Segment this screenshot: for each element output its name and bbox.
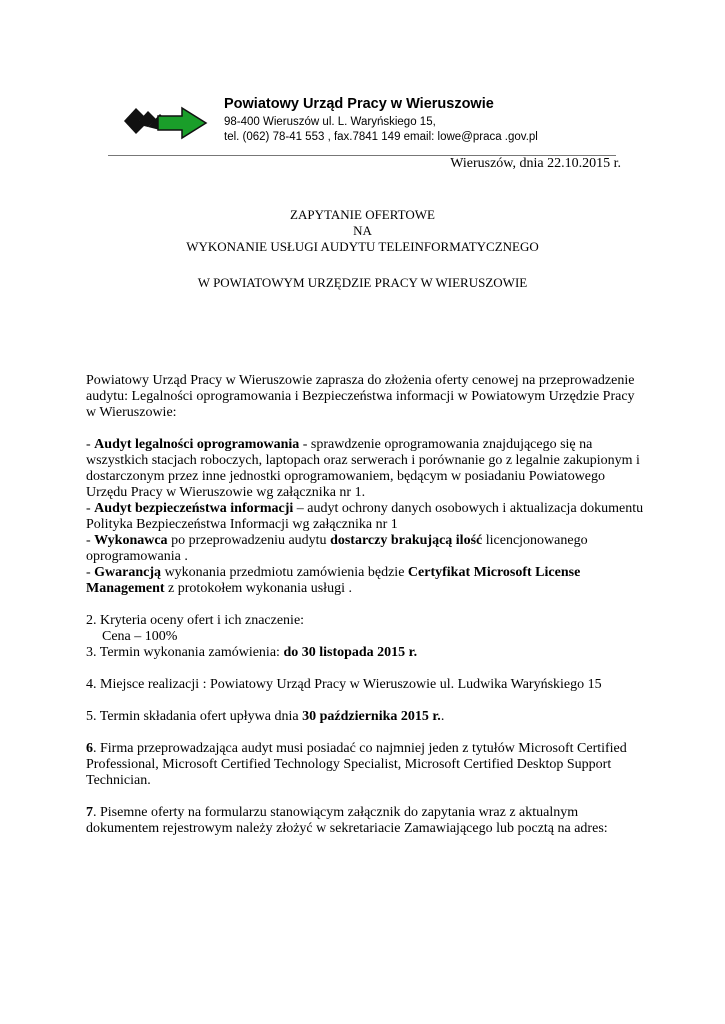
requirements-paragraph: 6. Firma przeprowadzająca audyt musi posiadać co najmniej jeden z tytułów Microsoft Certified Professional, Microsoft Certified Technology Specialist, Microsoft Certified Desktop Support Technician. [86, 741, 627, 788]
arrow-logo-icon [122, 100, 210, 142]
org-name: Powiatowy Urząd Pracy w Wieruszowie [224, 96, 494, 112]
offers-paragraph: 7. Pisemne oferty na formularzu stanowiącym załącznik do zapytania wraz z aktualnym dokumentem rejestrowym należy złożyć w sekretariacie Zamawiającego lub pocztą na adres: [86, 805, 608, 836]
title-line-2: NA [353, 223, 372, 238]
org-address: 98-400 Wieruszów ul. L. Waryńskiego 15, [224, 116, 436, 128]
document-date: Wieruszów, dnia 22.10.2015 r. [450, 156, 621, 171]
title-line-4: W POWIATOWYM URZĘDZIE PRACY W WIERUSZOWIE [197, 275, 528, 290]
criteria-price: Cena – 100% [102, 629, 178, 644]
title-line-1: ZAPYTANIE OFERTOWE [290, 207, 435, 222]
submission-paragraph: 5. Termin składania ofert upływa dnia 30 października 2015 r.. [86, 709, 445, 724]
document-body [86, 373, 646, 837]
location-paragraph: 4. Miejsce realizacji : Powiatowy Urząd Pracy w Wieruszowie ul. Ludwika Waryńskiego 15 [86, 677, 602, 692]
deadline-paragraph: 3. Termin wykonania zamówienia: do 30 listopada 2015 r. [86, 645, 418, 660]
intro-paragraph: Powiatowy Urząd Pracy w Wieruszowie zaprasza do złożenia oferty cenowej na przeprowadzenie audytu: Legalności oprogramowania i Bezpieczeństwa informacji w Powiatowym Urzędzie Pracy w Wieruszowie: [86, 373, 635, 420]
item-contractor: - Wykonawca po przeprowadzeniu audytu dostarczy brakującą ilość licencjonowanego oprogramowania . [86, 533, 588, 564]
org-contact: tel. (062) 78-41 553 , fax.7841 149 email: lowe@praca .gov.pl [224, 131, 538, 143]
item-security-audit: - Audyt bezpieczeństwa informacji – audyt ochrony danych osobowych i aktualizacja dokumentu Polityka Bezpieczeństwa Informacji wg załącznika nr 1 [86, 501, 644, 532]
title-line-3: WYKONANIE USŁUGI AUDYTU TELEINFORMATYCZNEGO [186, 239, 539, 254]
criteria-heading: 2. Kryteria oceny ofert i ich znaczenie: [86, 613, 305, 628]
item-guarantee: - Gwarancją wykonania przedmiotu zamówienia będzie Certyfikat Microsoft License Management z protokołem wykonania usługi . [86, 565, 581, 596]
item-legal-audit: - Audyt legalności oprogramowania - sprawdzenie oprogramowania znajdującego się na wszystkich stacjach roboczych, laptopach oraz serwerach i porównanie go z legalnie zakupionym i dostarczonym przez inne jednostki oprogramowaniem, będącym w posiadaniu Powiatowego Urzędu Pracy w Wieruszowie wg załącznika nr 1. [86, 437, 640, 500]
